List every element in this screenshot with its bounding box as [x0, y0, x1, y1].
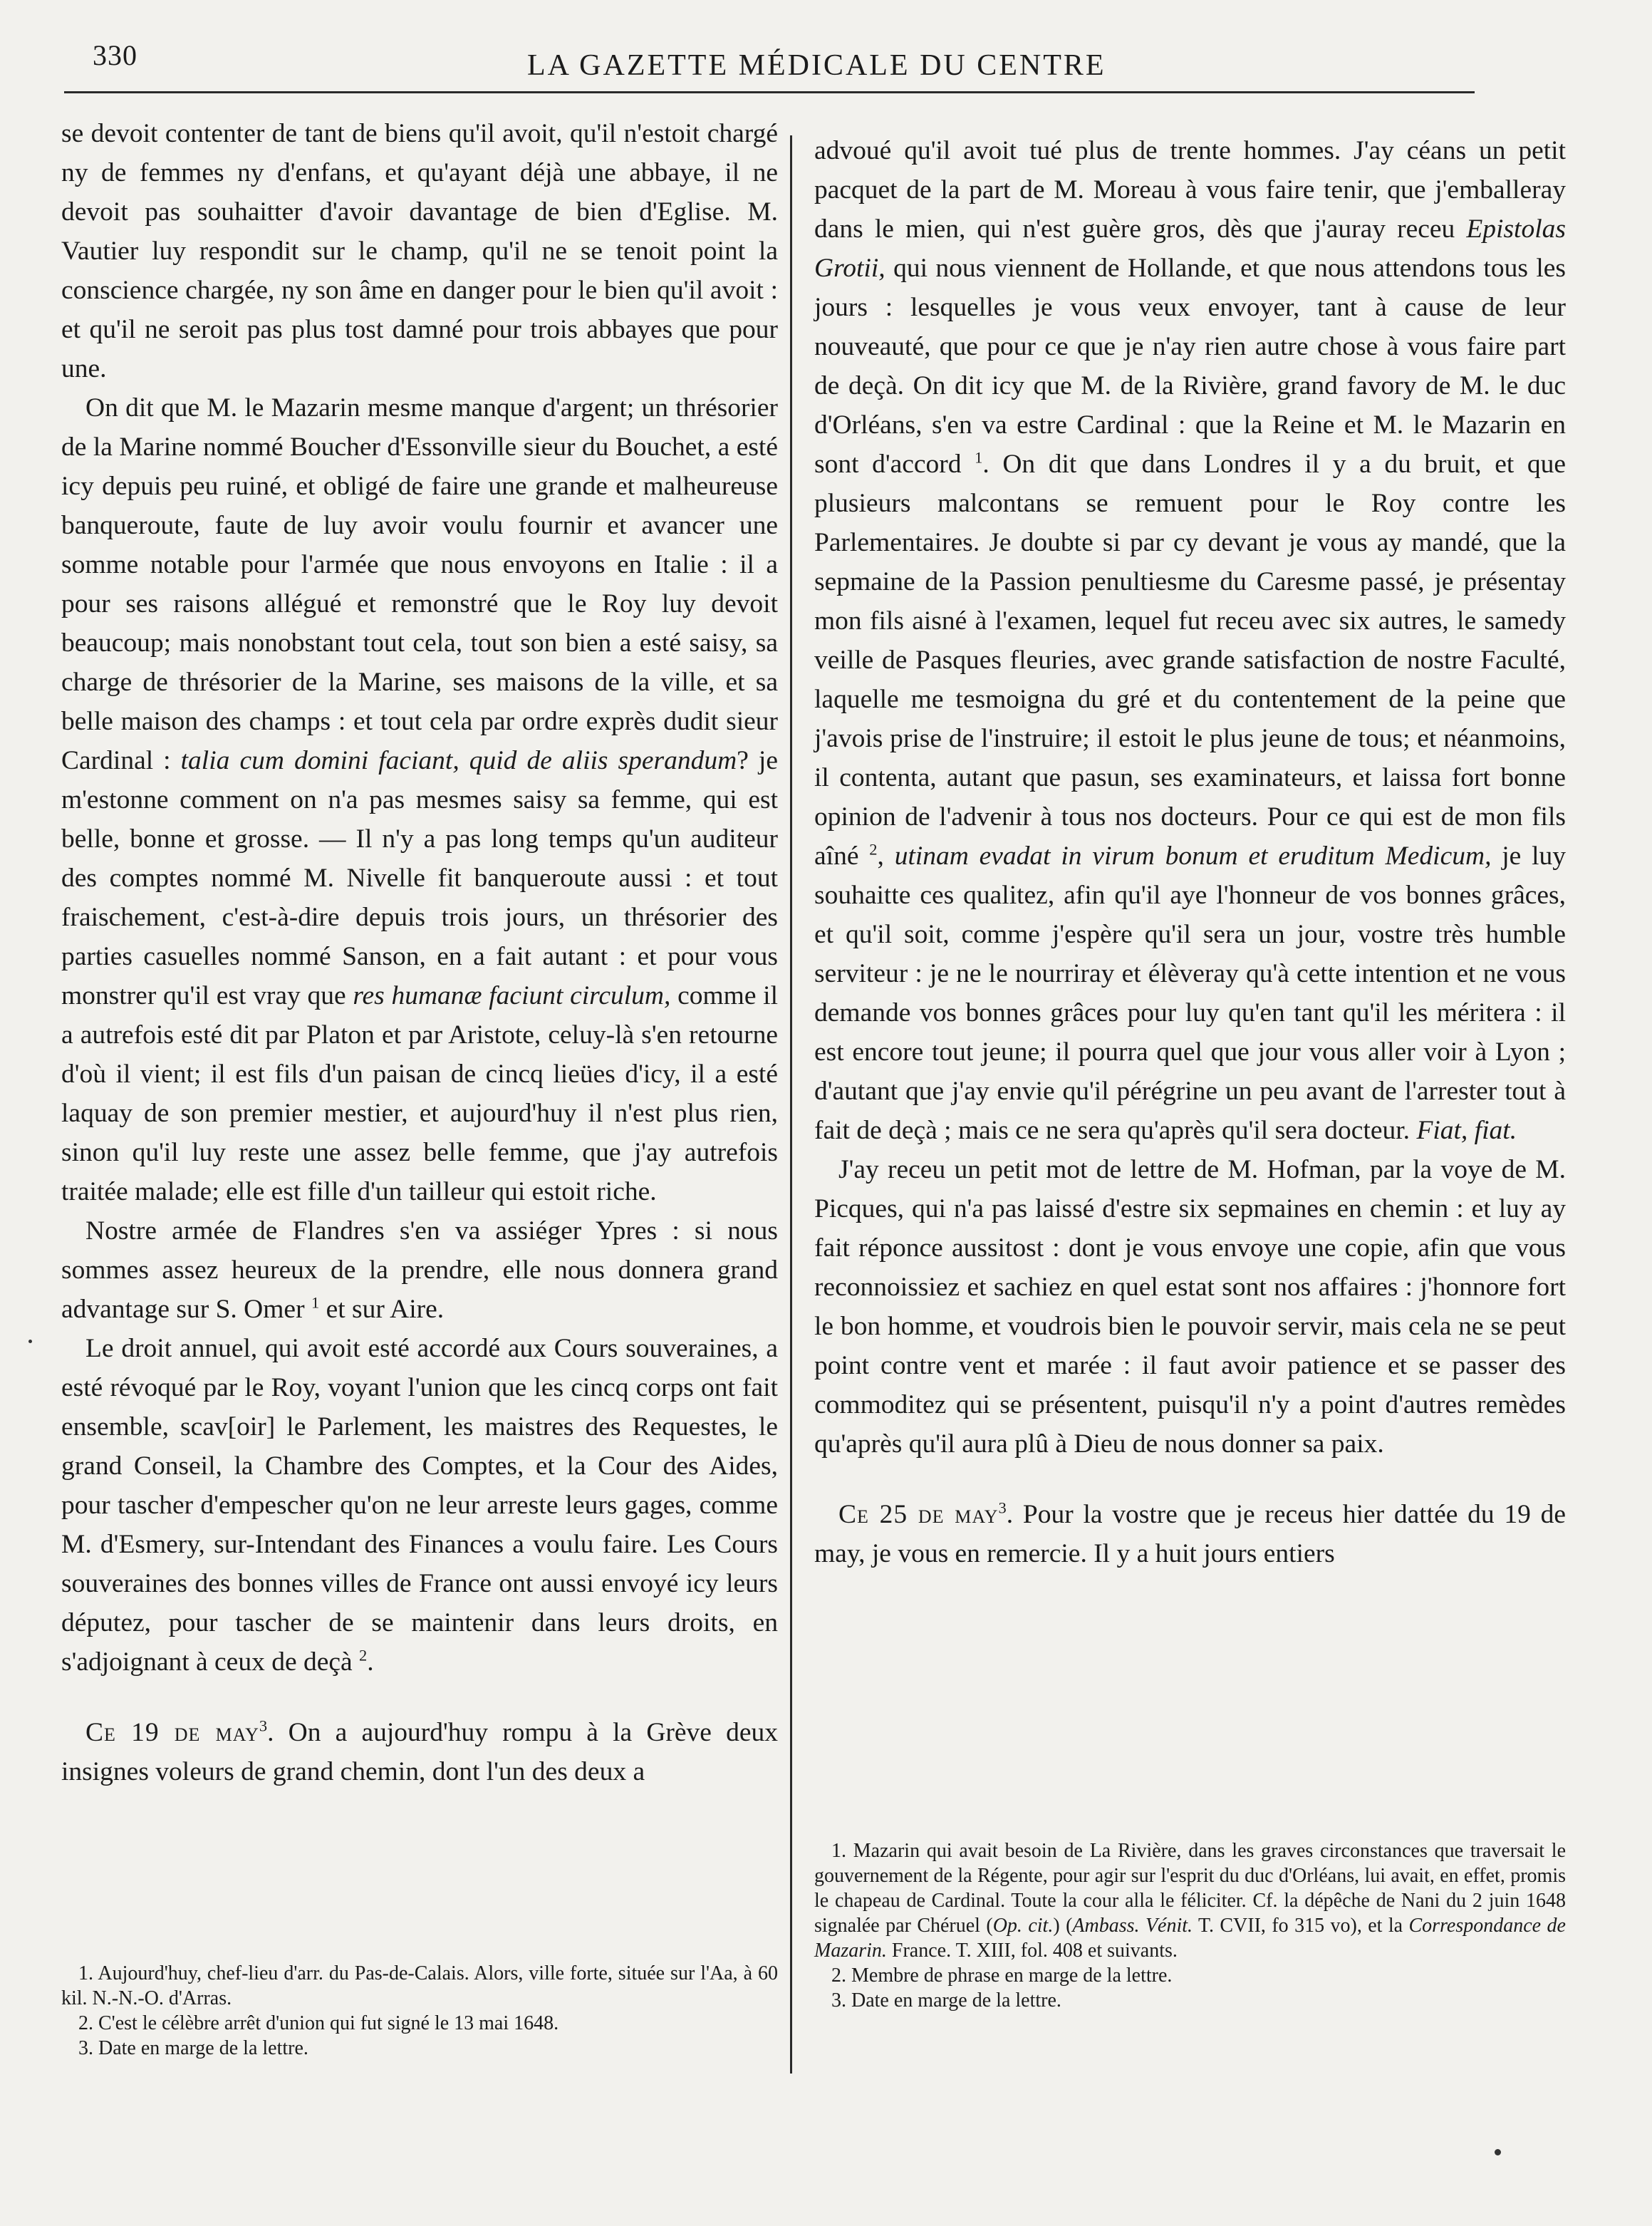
running-title: LA GAZETTE MÉDICALE DU CENTRE — [527, 49, 1106, 82]
text-run: , — [877, 842, 884, 871]
latin-quote: Epistolas Grotii, — [814, 214, 1566, 283]
header-rule — [64, 91, 1475, 93]
text-run: Nostre armée de Flandres s'en va assiéger Ypres : si nous sommes assez heureux de la prendre, elle nous donnera grand advantage sur S. Omer — [61, 1216, 778, 1324]
footnote: 1. Aujourd'huy, chef-lieu d'arr. du Pas-de-Calais. Alors, ville forte, située sur l'Aa, à 60 kil. N.-N.-O. d'Arras. — [61, 1962, 778, 2009]
letter-date: Ce 25 de may — [838, 1500, 999, 1529]
left-column — [61, 114, 778, 1791]
text-run: comme il a autrefois esté dit par Platon et par Aristote, celuy-là s'en retourne d'où il vient; il est fils d'un paisan de cincq lieües d'icy, il a esté laquay de son premier mestier, et aujourd'huy il n'est plus rien, sinon qu'il luy reste une assez belle femme, que j'ay autrefois traitée malade; elle est fille d'un tailleur qui estoit riche. — [61, 981, 779, 1206]
paragraph — [814, 131, 1566, 1150]
text-run: . On a aujourd'huy rompu à la Grève deux insignes voleurs de grand chemin, dont l'un des deux a — [61, 1718, 778, 1786]
paragraph — [61, 1713, 778, 1791]
latin-quote: utinam evadat in virum bonum et eruditum Medicum, — [894, 842, 1492, 871]
footnote-ref: 3 — [998, 1498, 1007, 1517]
latin-quote: res humanæ faciunt circulum, — [353, 981, 671, 1010]
text-run: ? je m'estonne comment on n'a pas mesmes saisy sa femme, qui est belle, bonne et grosse. — Il n'y a pas long temps qu'un auditeur des comptes nommé M. Nivelle fit banqueroute aussi : et tout fraischement, c'est-à-dire depuis trois jours, un thrésorier des parties casuelles nommé Sanson, en a fait autant : et pour vous monstrer qu'il est vray que — [61, 746, 778, 1010]
footnote: 2. C'est le célèbre arrêt d'union qui fut signé le 13 mai 1648. — [78, 2012, 559, 2034]
right-column — [814, 131, 1566, 1573]
ink-speck — [1495, 2149, 1501, 2155]
paragraph: se devoit contenter de tant de biens qu'il avoit, qu'il n'estoit chargé ny de femmes ny d'enfans, et qu'ayant déjà une abbaye, il ne devoit pas souhaitter d'avoir davantage de bien d'Eglise. M. Vautier luy respondit sur le champ, qu'il ne se tenoit point la conscience chargée, ny son âme en danger pour le bien qu'il avoit : et qu'il ne seroit pas plus tost damné pour trois abbayes que pour une. — [61, 119, 778, 383]
footnote — [814, 1838, 1566, 1963]
ink-speck — [28, 1340, 32, 1343]
paragraph — [61, 1211, 778, 1329]
paragraph — [814, 1495, 1566, 1573]
footnote-ref: 2 — [359, 1646, 368, 1665]
paragraph — [61, 1329, 778, 1682]
text-run: . On dit que dans Londres il y a du bruit, et que plusieurs malcontans se remuent pour le Roy contre les Parlementaires. Je doubte si par cy devant je vous ay mandé, que la sepmaine de la Passion penultiesme du Caresme passé, je présentay mon fils aisné à l'examen, lequel fut receu avec six autres, le samedy veille de Pasques fleuries, avec grande satisfaction de nostre Faculté, laquelle me tesmoigna du gré et du contentement de la peine que j'avois prise de l'instruire; il estoit le plus jeune de tous; et néanmoins, il contenta, autant que pasun, ses examinateurs, et laissa fort bonne opinion de l'advenir à tous nos docteurs. Pour ce qui est de mon fils aîné — [814, 450, 1566, 871]
footnote: 2. Membre de phrase en marge de la lettre. — [831, 1964, 1173, 1987]
paragraph: J'ay receu un petit mot de lettre de M. Hofman, par la voye de M. Picques, qui n'a pas laissé d'estre six sepmaines en chemin : et luy ay fait réponce aussitost : dont je vous envoye une copie, afin que vous reconnoissiez et sachiez en quel estat sont nos affaires : j'honnore fort le bon homme, et voudrois bien le pouvoir servir, mais cela ne se peut point contre vent et marée : il faut avoir patience et se passer des commoditez qui se présentent, puisqu'il n'y a point d'autres remèdes qu'après qu'il aura plû à Dieu de nous donner sa paix. — [814, 1155, 1566, 1459]
paragraph — [61, 388, 778, 1211]
text-run: France. T. XIII, fol. 408 et suivants. — [886, 1940, 1178, 1962]
text-run: On dit que M. le Mazarin mesme manque d'argent; un thrésorier de la Marine nommé Boucher d'Essonville sieur du Bouchet, a esté icy depuis peu ruiné, et obligé de faire une grande et malheureuse banqueroute, faute de luy avoir voulu fournir et avancer une somme notable pour l'armée que nous envoyons en Italie : il a pour ses raisons allégué et remonstré que le Roy luy devoit beaucoup; mais nonobstant tout cela, tout son bien a esté saisy, sa charge de thrésorier de la Marine, ses maisons de la ville, et sa belle maison des champs : et tout cela par ordre exprès dudit sieur Cardinal : — [61, 393, 778, 775]
letter-date: Ce 19 de may — [85, 1718, 259, 1747]
text-run: . Pour la vostre que je receus hier dattée du 19 de may, je vous en remercie. Il y a huit jours entiers — [814, 1500, 1566, 1568]
citation-title: Correspondance de Mazarin. — [814, 1915, 1566, 1962]
left-footnotes — [61, 1961, 778, 2061]
footnote-ref: 3 — [259, 1717, 268, 1735]
citation-title: Op. cit. — [992, 1915, 1054, 1937]
column-divider — [790, 135, 792, 2074]
text-run: je luy souhaitte ces qualitez, afin qu'il aye l'honneur de vos bonnes grâces, et qu'il soit, comme j'espère qu'il sera un jour, vostre très humble serviteur : je ne le nourriray et élèveray qu'à cette intention et ne vous demande vos bonnes grâces pour luy qu'en tant qu'il les méritera : il est encore tout jeune; il pourra quel que jour vous aller voir à Lyon ; d'autant que j'ay envie qu'il pérégrine un peu avant de l'arrester tout à fait de deçà ; mais ce ne sera qu'après qu'il sera docteur. — [814, 842, 1567, 1145]
footnote-ref: 1 — [311, 1293, 320, 1312]
text-run: qui nous viennent de Hollande, et que nous attendons tous les jours : lesquelles je vous veux envoyer, tant à cause de leur nouveauté, que pour ce que je n'ay rien autre chose à vous faire part de deçà. On dit icy que M. de la Rivière, grand favory de M. le duc d'Orléans, s'en va estre Cardinal : que la Reine et M. le Mazarin en sont d'accord — [814, 254, 1566, 479]
page-number: 330 — [93, 39, 137, 71]
right-footnotes — [814, 1838, 1566, 2013]
footnote-ref: 1 — [975, 448, 983, 467]
latin-quote: talia cum domini faciant, quid de aliis sperandum — [180, 746, 737, 775]
citation-title: Ambass. Vénit. — [1072, 1915, 1193, 1937]
text-run: . — [367, 1647, 374, 1677]
text-run: T. CVII, fo 315 vo), et la — [1193, 1915, 1409, 1937]
text-run: ) ( — [1053, 1915, 1073, 1937]
text-run: Le droit annuel, qui avoit esté accordé aux Cours souveraines, a esté révoqué par le Roy, voyant l'union que les cincq corps ont fait ensemble, scav[oir] le Parlement, les maistres des Requestes, le grand Conseil, la Chambre des Comptes, et la Cour des Aides, pour tascher d'empescher qu'on ne leur arreste leurs gages, comme M. d'Esmery, sur-Intendant des Finances a voulu faire. Les Cours souveraines des bonnes villes de France ont aussi envoyé icy leurs députez, pour tascher de se maintenir dans leurs droits, en s'adjoignant à ceux de deçà — [61, 1334, 778, 1677]
text-run: et sur Aire. — [319, 1295, 445, 1324]
footnote-ref: 2 — [869, 840, 878, 859]
text-run: 1. Mazarin qui avait besoin de La Rivière, dans les graves circonstances que traversait le gouvernement de la Régente, pour agir sur l'esprit du duc d'Orléans, lui avait, en effet, promis le chapeau de Cardinal. Toute la cour alla le féliciter. Cf. la dépêche de Nani du 2 juin 1648 signalée par Chéruel ( — [814, 1840, 1566, 1937]
footnote: 3. Date en marge de la lettre. — [831, 1989, 1061, 2012]
text-run: advoué qu'il avoit tué plus de trente hommes. J'ay céans un petit pacquet de la part de M. Moreau à vous faire tenir, que j'emballeray dans le mien, qui n'est guère gros, dès que j'auray receu — [814, 136, 1566, 244]
latin-quote: Fiat, fiat. — [1416, 1116, 1517, 1145]
footnote: 3. Date en marge de la lettre. — [78, 2037, 308, 2059]
